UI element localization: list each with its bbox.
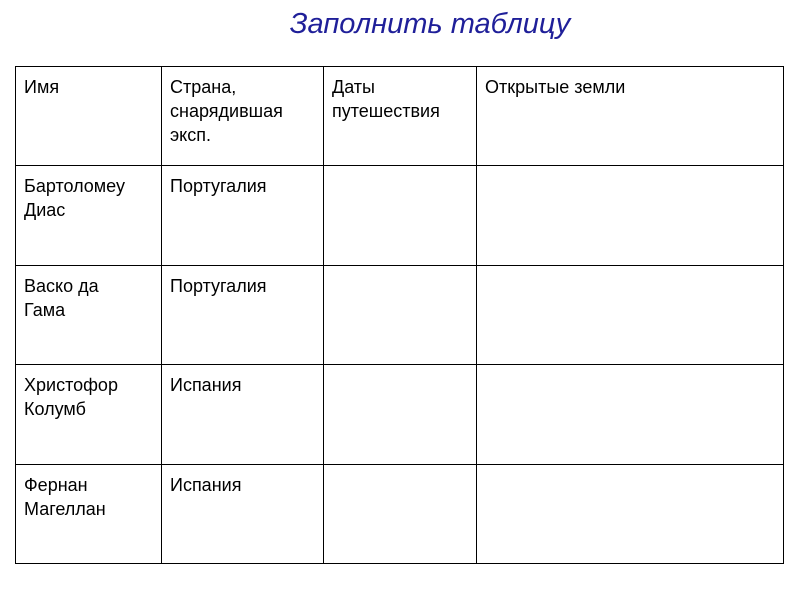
cell-country: Испания xyxy=(162,365,324,464)
table-row xyxy=(16,365,784,464)
header-name: Имя xyxy=(16,67,162,166)
cell-name: Христофор Колумб xyxy=(16,365,162,464)
cell-dates[interactable] xyxy=(324,166,477,265)
header-country: Страна, снарядившая эксп. xyxy=(162,67,324,166)
cell-lands[interactable] xyxy=(477,166,784,265)
table-row xyxy=(16,464,784,563)
cell-country: Португалия xyxy=(162,166,324,265)
cell-lands[interactable] xyxy=(477,365,784,464)
cell-country: Испания xyxy=(162,464,324,563)
explorers-table xyxy=(15,66,784,564)
cell-country: Португалия xyxy=(162,265,324,364)
cell-dates[interactable] xyxy=(324,464,477,563)
table-row xyxy=(16,265,784,364)
header-dates: Даты путешествия xyxy=(324,67,477,166)
cell-lands[interactable] xyxy=(477,464,784,563)
table-header-row xyxy=(16,67,784,166)
page-title: Заполнить таблицу xyxy=(289,8,571,40)
cell-name: Фернан Магеллан xyxy=(16,464,162,563)
table-row xyxy=(16,166,784,265)
cell-name: Бартоломеу Диас xyxy=(16,166,162,265)
cell-dates[interactable] xyxy=(324,265,477,364)
cell-name: Васко да Гама xyxy=(16,265,162,364)
cell-lands[interactable] xyxy=(477,265,784,364)
cell-dates[interactable] xyxy=(324,365,477,464)
header-lands: Открытые земли xyxy=(477,67,784,166)
